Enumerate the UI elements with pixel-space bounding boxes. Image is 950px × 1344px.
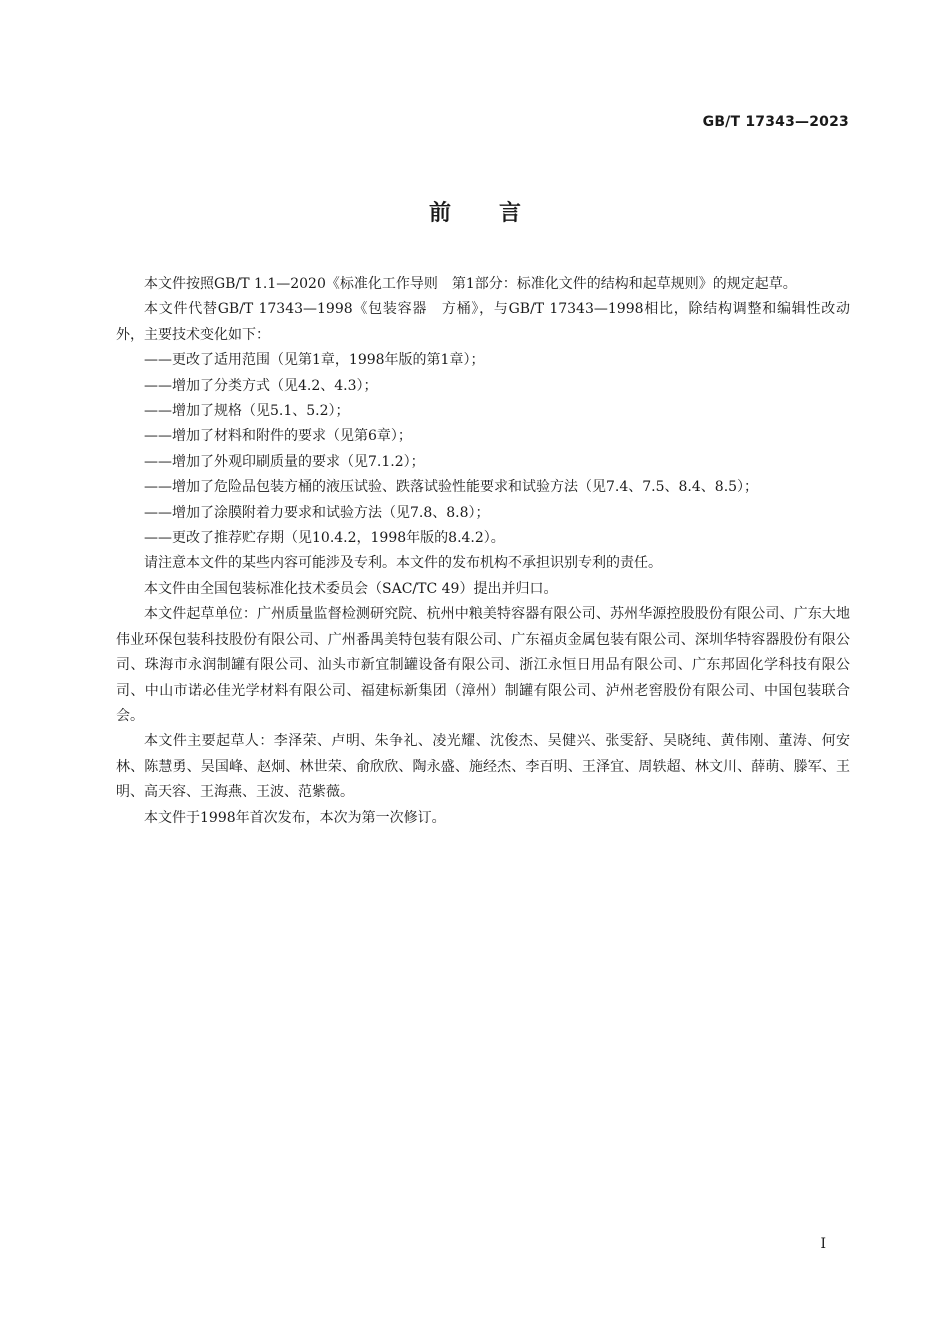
paragraph-history: 本文件于1998年首次发布，本次为第一次修订。 (144, 809, 446, 826)
list-item: ——增加了材料和附件的要求（见第6章）； (144, 428, 412, 445)
list-item: ——增加了分类方式（见4.2、4.3）； (144, 377, 378, 394)
list-item: ——增加了外观印刷质量的要求（见7.1.2）； (144, 453, 425, 470)
list-item: ——增加了危险品包装方桶的液压试验、跌落试验性能要求和试验方法（见7.4、7.5、8.4、8.5）； (144, 479, 759, 496)
list-item: ——增加了规格（见5.1、5.2）； (144, 403, 350, 420)
standard-code: GB/T 17343—2023 (702, 114, 849, 130)
paragraph-proposer: 本文件由全国包装标准化技术委员会（SAC/TC 49）提出并归口。 (144, 580, 558, 597)
list-item: ——增加了涂膜附着力要求和试验方法（见7.8、8.8）； (144, 504, 490, 521)
page-number: I (820, 1236, 826, 1252)
list-item: ——更改了适用范围（见第1章，1998年版的第1章）； (144, 352, 485, 369)
paragraph-drafting-basis: 本文件按照GB/T 1.1—2020《标准化工作导则 第1部分：标准化文件的结构和起草规则》的规定起草。 (144, 276, 797, 292)
paragraph-patent-notice: 请注意本文件的某些内容可能涉及专利。本文件的发布机构不承担识别专利的责任。 (144, 555, 662, 572)
paragraph-replacement: 本文件代替GB/T 17343—1998《包装容器 方桶》，与GB/T 17343—1998相比，除结构调整和编辑性改动外，主要技术变化如下： (116, 301, 850, 343)
changes-list (116, 348, 850, 551)
list-item: ——更改了推荐贮存期（见10.4.2，1998年版的8.4.2）。 (144, 530, 505, 547)
page-title: 前言 (428, 201, 569, 226)
paragraph-drafters: 本文件主要起草人：李泽荣、卢明、朱争礼、凌光耀、沈俊杰、吴健兴、张雯舒、吴晓纯、黄伟刚、董涛、何安林、陈慧勇、吴国峰、赵炯、林世荣、俞欣欣、陶永盛、施经杰、李百明、王泽宜、周轶超、林文川、薛萌、滕军、王明、高天容、王海燕、王波、范紫薇。 (116, 733, 850, 801)
foreword-body (116, 272, 850, 831)
paragraph-drafting-units: 本文件起草单位：广州质量监督检测研究院、杭州中粮美特容器有限公司、苏州华源控股股份有限公司、广东大地伟业环保包装科技股份有限公司、广州番禺美特包装有限公司、广东福贞金属包装有限公司、深圳华特容器股份有限公司、珠海市永润制罐有限公司、汕头市新宜制罐设备有限公司、浙江永恒日用品有限公司、广东邦固化学科技有限公司、中山市诺必佳光学材料有限公司、福建标新集团（漳州）制罐有限公司、泸州老窖股份有限公司、中国包装联合会。 (116, 606, 850, 724)
